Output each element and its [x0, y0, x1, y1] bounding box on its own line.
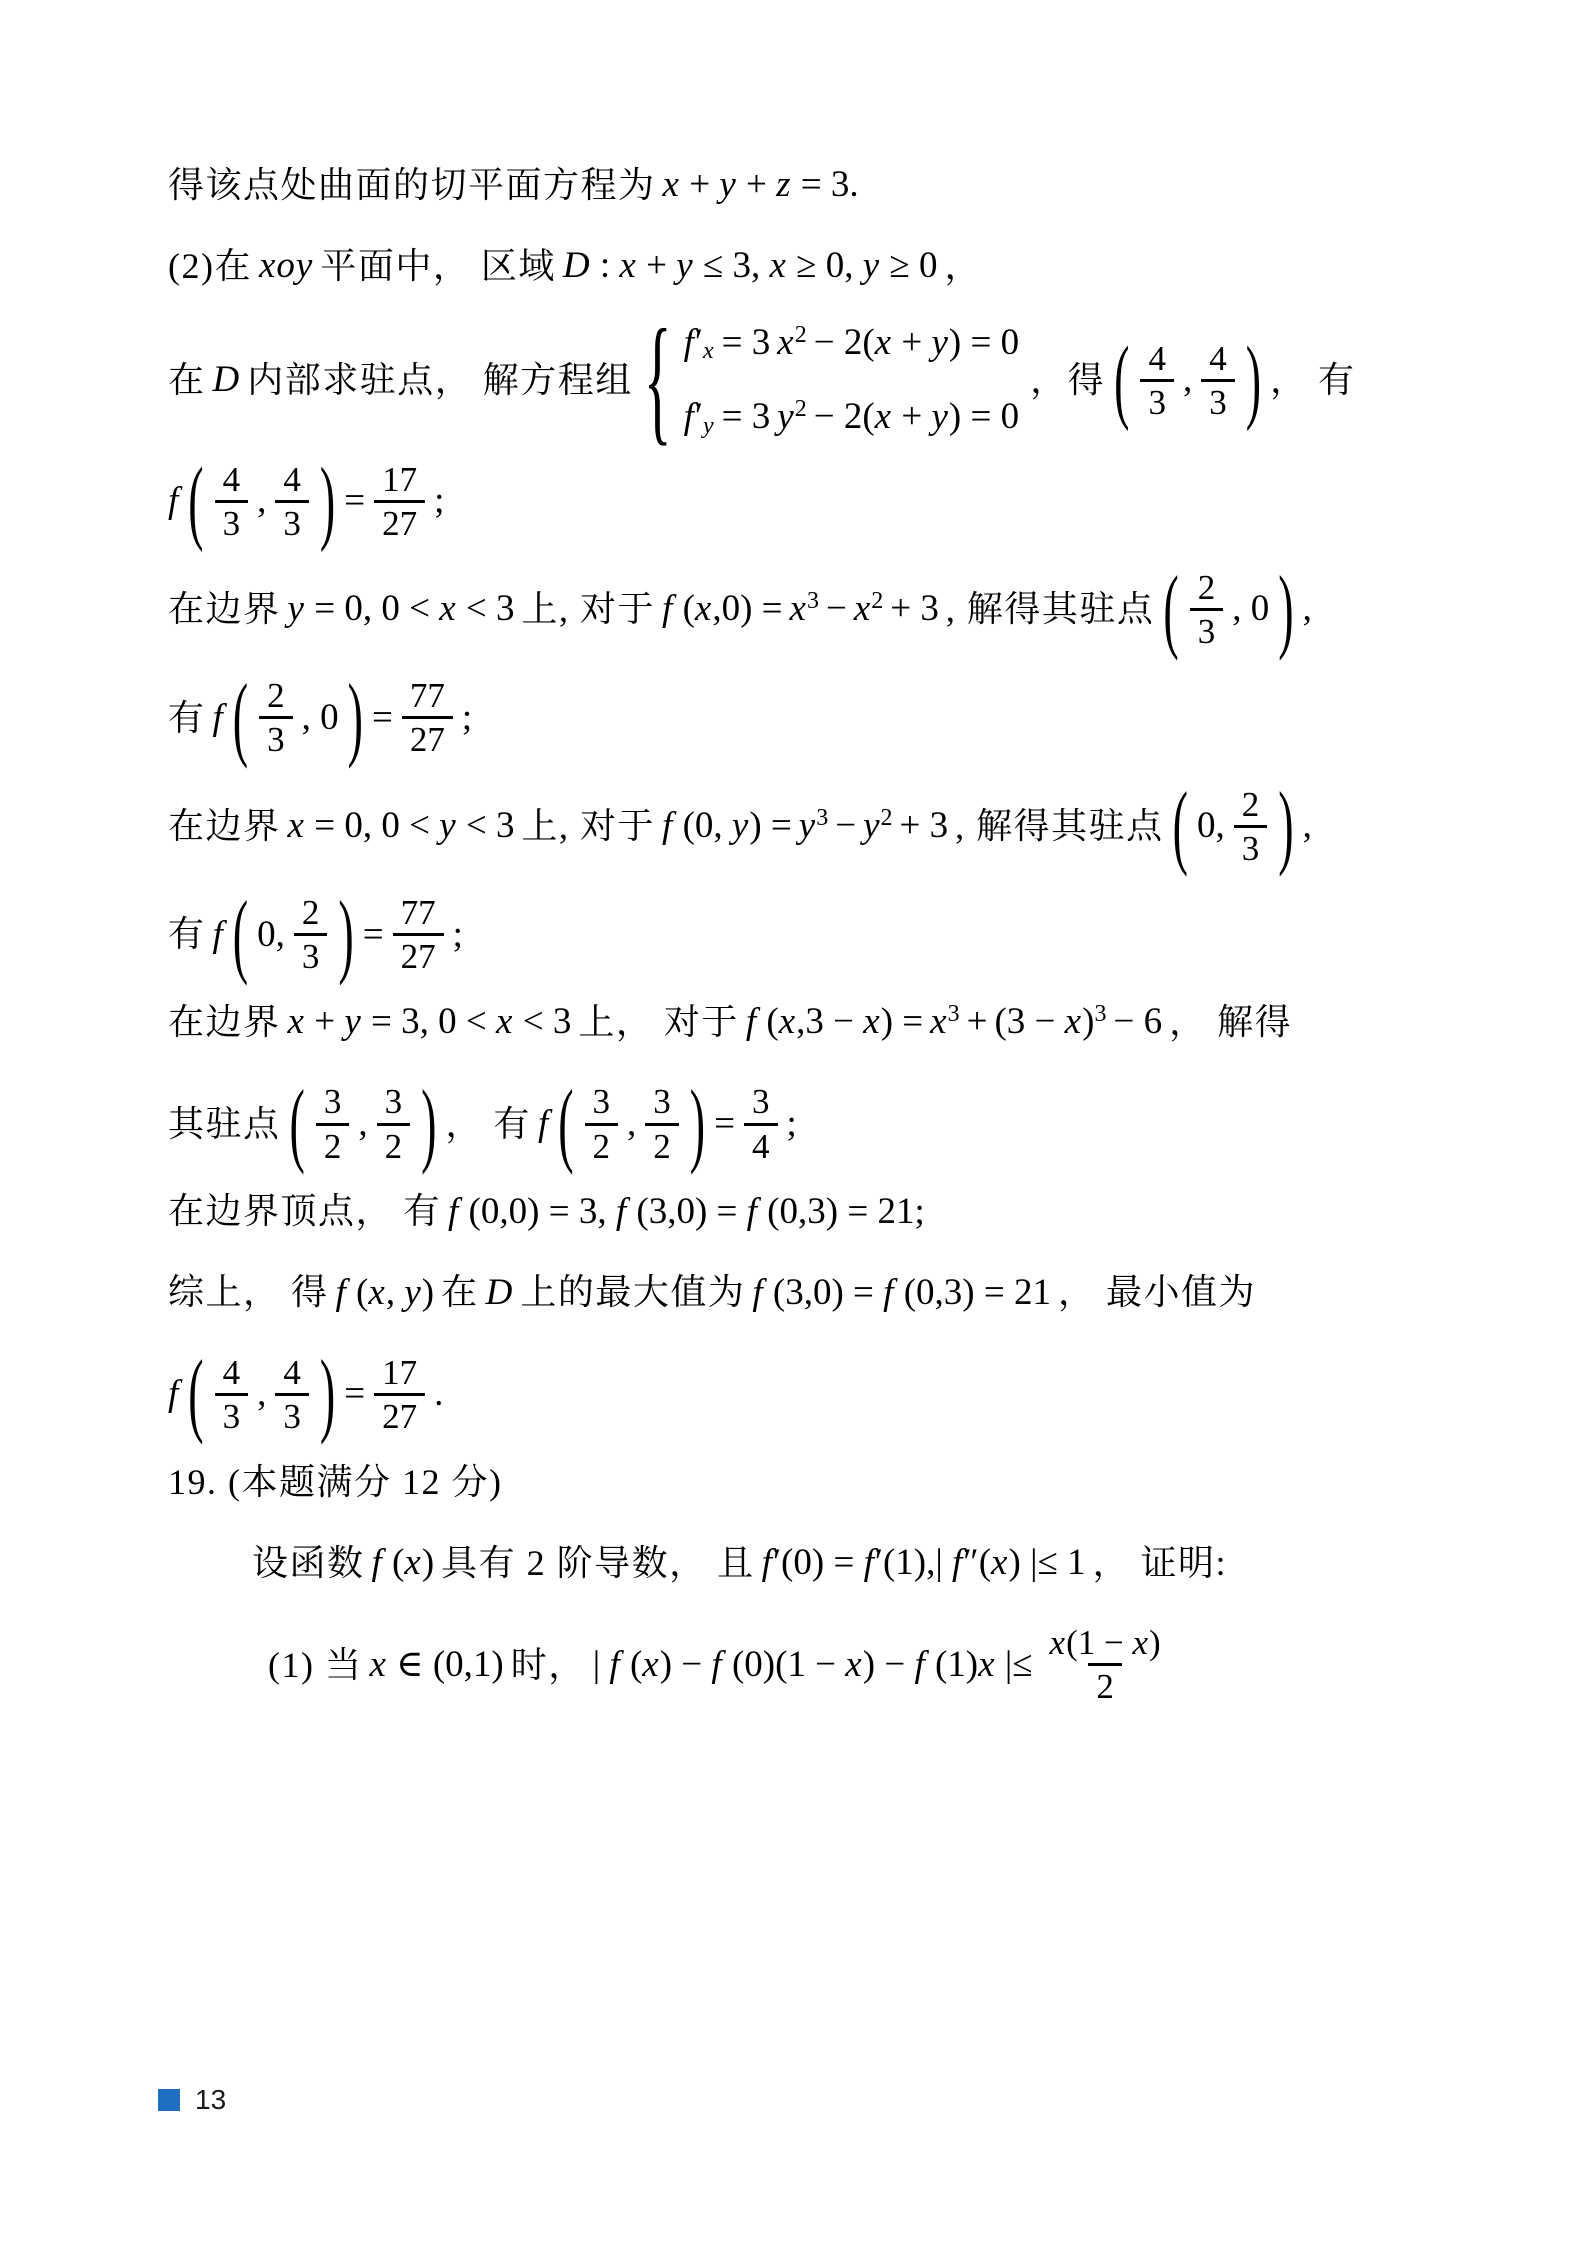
math-run: ; [452, 913, 463, 955]
fraction-numerator [1234, 784, 1268, 825]
math-run: , [1182, 359, 1193, 401]
fraction [585, 1081, 619, 1166]
math-run: f [168, 1373, 179, 1415]
line-boundary-vertices [168, 1185, 1478, 1239]
math-run: 27 [409, 720, 445, 760]
math-superscript [790, 586, 819, 632]
line-critical-point-diagonal [168, 1070, 1478, 1176]
text-run: 上, 对于 [521, 589, 656, 630]
line-part-1 [268, 1617, 1478, 1712]
math-run: + [966, 1001, 988, 1043]
line-problem-19-header [168, 1455, 1478, 1509]
page-footer [158, 2086, 226, 2114]
line-region-def [168, 239, 1478, 293]
line-tangent-plane [168, 158, 1478, 212]
big-paren-right: ) [1245, 326, 1262, 432]
math-run: f [168, 480, 179, 522]
math-run: x [789, 588, 806, 630]
math-run: y [702, 412, 714, 439]
equation-system [643, 299, 1020, 459]
fraction-numerator [393, 892, 444, 933]
math-run: x [702, 338, 714, 365]
math-run: , [1302, 588, 1312, 630]
big-paren-left: ( [188, 447, 204, 553]
math-run: y = 0, 0 < x < 3 [287, 588, 515, 630]
math-run: 4 [283, 459, 301, 499]
fraction-denominator [645, 1123, 679, 1167]
math-run: = 3 [721, 322, 771, 363]
math-run: (3 − x) [994, 1001, 1095, 1043]
math-run: = [344, 1373, 366, 1415]
fraction-denominator [1234, 825, 1268, 869]
math-run: 3 [222, 503, 241, 543]
big-paren-left: ( [289, 1070, 305, 1176]
text-run: (2)在 [168, 245, 252, 286]
math-run: 3 [1148, 382, 1166, 422]
math-run: f (x,0) = [662, 588, 783, 630]
fraction-numerator [374, 1352, 425, 1393]
math-run: 3 [1241, 828, 1260, 868]
math-run: + 3 [890, 588, 939, 630]
math-run: f′(0) = f′(1),| f″(x) |≤ 1 [761, 1542, 1086, 1583]
fraction [374, 1352, 425, 1437]
fraction-numerator [294, 892, 328, 933]
text-run: 有 [168, 914, 206, 955]
math-run: 77 [409, 676, 445, 716]
page-number: 13 [195, 2084, 227, 2115]
math-run: = [714, 1102, 735, 1144]
fraction-denominator [215, 500, 249, 544]
math-superscript [777, 394, 806, 440]
math-superscript [930, 999, 959, 1045]
math-run: + 3 [899, 805, 949, 847]
big-paren-right: ) [319, 447, 336, 553]
math-run: − 2(x + y) = 0 [813, 322, 1020, 363]
math-run: f [537, 1102, 549, 1144]
fraction-numerator [744, 1081, 778, 1122]
math-run: 3 [752, 1082, 770, 1122]
fraction [744, 1081, 778, 1166]
math-run: ; [786, 1102, 797, 1144]
math-run: 2 [880, 805, 893, 832]
fraction-numerator [374, 459, 425, 500]
text-run: 上的最大值为 [520, 1272, 746, 1313]
line-f-value-y0 [168, 664, 1478, 770]
math-subscript [684, 320, 715, 366]
fraction-numerator [1140, 338, 1174, 379]
line-f-value-interior [168, 447, 1478, 553]
math-run: = [344, 480, 366, 522]
math-superscript [799, 803, 828, 849]
fraction-denominator [1201, 379, 1235, 423]
text-run: 在 [441, 1272, 479, 1313]
math-run: 2 [267, 676, 285, 716]
big-paren-left: ( [558, 1070, 574, 1176]
fraction-numerator [645, 1081, 679, 1122]
equation-row [684, 394, 1020, 440]
fraction-denominator [275, 500, 309, 544]
fraction [215, 1352, 249, 1437]
math-run: 2 [323, 1126, 342, 1166]
math-run: 27 [382, 1396, 418, 1436]
fraction [294, 892, 328, 977]
math-run: x [853, 588, 871, 630]
text-run: ， 有 [445, 1103, 531, 1144]
fraction [1190, 567, 1224, 652]
math-run: , [257, 480, 267, 522]
fraction-numerator [1201, 338, 1235, 379]
math-run: 4 [283, 1352, 301, 1392]
math-run: xoy [258, 244, 313, 286]
math-run: D [485, 1271, 513, 1313]
math-run: , [1302, 805, 1312, 847]
fraction-denominator [294, 933, 328, 977]
text-run: ， 有 [1270, 359, 1356, 400]
fraction-denominator [585, 1123, 619, 1167]
text-run: 在边界 [168, 1002, 281, 1043]
math-run: − 2(x + y) = 0 [813, 396, 1020, 438]
math-run: 4 [1209, 338, 1227, 378]
fraction-numerator [275, 459, 309, 500]
fraction [259, 675, 293, 760]
math-run: | f (x) − f (0)(1 − x) − f (1)x |≤ [592, 1643, 1033, 1685]
text-run: 19. (本题满分 12 分) [168, 1461, 503, 1502]
fraction-denominator [1190, 608, 1224, 652]
math-run: 3 [653, 1082, 671, 1122]
fraction [1201, 338, 1235, 423]
math-run: D : x + y ≤ 3, x ≥ 0, y ≥ 0 [562, 244, 938, 286]
fraction-numerator [215, 1352, 249, 1393]
fraction-denominator [215, 1393, 249, 1437]
math-run: = [362, 913, 384, 955]
big-paren-right: ) [1278, 556, 1294, 661]
math-run: f [212, 696, 223, 738]
math-run: f′ [683, 322, 703, 363]
math-run: 3 [283, 503, 301, 543]
math-run: D [212, 359, 240, 401]
big-paren-left: ( [232, 664, 249, 770]
math-run: 3 [1094, 1001, 1107, 1028]
math-run: x(1 − x) [1049, 1623, 1161, 1663]
fraction-numerator [259, 675, 293, 716]
fraction [1042, 1622, 1169, 1707]
math-run: y [798, 805, 816, 847]
math-run: 0, [257, 913, 285, 955]
text-run: 综上， 得 [168, 1272, 329, 1313]
text-run: (1) 当 [268, 1644, 363, 1685]
math-run: , 0 [301, 696, 339, 738]
fraction-numerator [585, 1081, 619, 1122]
fraction [393, 892, 444, 977]
math-run: f [212, 913, 223, 955]
fraction-numerator [275, 1352, 309, 1393]
math-run: 3 [806, 588, 819, 615]
math-run: 3 [301, 937, 320, 977]
fraction [1140, 338, 1174, 423]
line-min-value [168, 1341, 1478, 1446]
math-run: x [930, 1001, 947, 1043]
text-run: ， [944, 245, 982, 286]
math-run: 2 [794, 322, 807, 348]
text-run: 在 [168, 359, 206, 400]
math-run: ; [434, 480, 445, 522]
equation-rows [684, 320, 1020, 441]
line-boundary-xy3 [168, 995, 1478, 1049]
math-run: 3 [283, 1396, 301, 1436]
math-run: 3 [947, 1001, 960, 1028]
text-run: 设函数 [252, 1542, 365, 1583]
text-run: ， 证明: [1092, 1542, 1228, 1583]
equation-row [684, 320, 1020, 366]
math-run: x [777, 322, 794, 363]
math-superscript [777, 320, 806, 366]
line-summary [168, 1266, 1478, 1320]
fraction [377, 1081, 411, 1166]
math-run: − [835, 805, 857, 847]
fraction-denominator [374, 1393, 425, 1437]
text-run: 得该点处曲面的切平面方程为 [168, 164, 656, 205]
fraction-numerator [1042, 1622, 1169, 1663]
fraction-numerator [316, 1081, 350, 1122]
math-run: x = 0, 0 < y < 3 [287, 805, 515, 847]
math-run: 2 [871, 588, 884, 615]
text-run: 在边界顶点， 有 [168, 1191, 442, 1232]
math-run: 27 [400, 937, 436, 977]
math-run: = [371, 696, 393, 738]
math-run: 3 [323, 1082, 342, 1122]
fraction [1234, 784, 1268, 869]
math-run: 3 [1197, 612, 1216, 652]
math-run: 4 [222, 1352, 241, 1392]
text-run: 在边界 [168, 806, 281, 847]
page-marker-icon [158, 2089, 180, 2111]
math-run: x + y + z = 3. [662, 163, 859, 205]
fraction [215, 459, 249, 544]
text-run: 有 [168, 697, 206, 738]
math-run: 2 [794, 396, 807, 423]
line-boundary-y0 [168, 556, 1478, 661]
big-paren-right: ) [347, 664, 363, 770]
fraction [275, 1352, 309, 1437]
math-run: . [434, 1373, 444, 1415]
text-run: 内部求驻点， 解方程组 [247, 359, 633, 400]
math-run: 2 [301, 893, 320, 932]
math-run: f (x, y) [335, 1271, 435, 1313]
math-run: x ∈ (0,1) [369, 1643, 504, 1685]
fraction-denominator [377, 1123, 411, 1167]
line-interior-critical-point [168, 299, 1478, 459]
math-run: , [627, 1102, 637, 1144]
text-run: 其驻点 [168, 1103, 281, 1144]
fraction [374, 459, 425, 544]
big-paren-left: ( [1163, 556, 1179, 661]
text-run: 上， 对于 [578, 1002, 739, 1043]
math-run: 3 [1209, 382, 1227, 422]
line-boundary-x0 [168, 773, 1478, 878]
text-run: ， 解得 [1169, 1002, 1293, 1043]
math-run: y [777, 396, 794, 438]
math-run: ; [461, 696, 473, 738]
text-run: 平面中， 区域 [320, 245, 556, 286]
text-run: 在边界 [168, 589, 281, 630]
fraction [645, 1081, 679, 1166]
math-run: 3 [267, 720, 285, 760]
text-run: , 解得其驻点 [955, 806, 1164, 847]
math-run: 3 [816, 805, 829, 832]
text-run: 时， [510, 1644, 586, 1685]
math-run: 3 [592, 1082, 611, 1122]
fraction-numerator [1190, 567, 1224, 608]
big-paren-left: ( [1172, 773, 1188, 878]
fraction-denominator [259, 716, 293, 760]
big-paren-right: ) [421, 1070, 437, 1176]
math-run: , [358, 1102, 368, 1144]
math-superscript [863, 803, 892, 849]
fraction-numerator [402, 675, 453, 716]
math-run: = 3 [721, 396, 771, 438]
line-f-value-x0 [168, 881, 1478, 986]
math-run: 2 [1197, 567, 1216, 607]
brace-icon: { [643, 299, 672, 459]
math-run: f (0,0) = 3, f (3,0) = f (0,3) = 21; [448, 1190, 925, 1232]
document-content [168, 158, 1478, 1726]
math-run: 17 [382, 459, 418, 499]
fraction [275, 459, 309, 544]
text-run: 具有 2 阶导数， 且 [441, 1542, 755, 1583]
text-run: 上, 对于 [521, 806, 656, 847]
math-run: y [863, 805, 880, 847]
math-run: − [825, 588, 847, 630]
big-paren-left: ( [188, 1341, 204, 1446]
math-run: , [257, 1373, 267, 1415]
fraction-denominator [275, 1393, 309, 1437]
big-paren-left: ( [232, 881, 249, 986]
math-run: 4 [222, 459, 241, 499]
big-paren-right: ) [319, 1341, 336, 1446]
math-run: f (x) [371, 1542, 435, 1583]
math-run: 2 [592, 1126, 611, 1166]
math-run: f (x,3 − x) = [745, 1001, 924, 1043]
math-run: f (3,0) = f (0,3) = 21 [752, 1271, 1051, 1313]
math-run: 2 [384, 1126, 403, 1166]
math-run: 3 [384, 1082, 403, 1122]
big-paren-right: ) [338, 881, 354, 986]
math-run: 2 [1096, 1667, 1114, 1707]
text-run: ， 最小值为 [1057, 1272, 1256, 1313]
fraction-denominator [1088, 1663, 1122, 1707]
fraction-denominator [316, 1123, 350, 1167]
fraction-denominator [744, 1123, 778, 1167]
math-run: 0, [1197, 805, 1225, 847]
math-run: 3 [222, 1396, 241, 1436]
math-run: − 6 [1113, 1001, 1163, 1043]
fraction-numerator [377, 1081, 411, 1122]
math-run: 2 [653, 1126, 671, 1166]
fraction-numerator [215, 459, 249, 500]
math-superscript [994, 999, 1106, 1045]
text-run: , 解得其驻点 [945, 589, 1155, 630]
math-run: , 0 [1232, 588, 1270, 630]
fraction-denominator [393, 933, 444, 977]
text-run: ，得 [1030, 359, 1106, 400]
math-run: x + y = 3, 0 < x < 3 [287, 1001, 572, 1043]
math-run: f′ [683, 396, 703, 438]
math-run: 2 [1241, 784, 1260, 824]
fraction-denominator [402, 716, 453, 760]
math-subscript [684, 394, 715, 440]
math-run: 4 [752, 1126, 770, 1166]
math-run: 77 [400, 893, 436, 932]
line-problem-19-statement [252, 1536, 1478, 1590]
math-run: 4 [1148, 338, 1166, 378]
fraction [402, 675, 453, 760]
fraction-denominator [374, 500, 425, 544]
fraction [316, 1081, 350, 1166]
math-superscript [854, 586, 883, 632]
math-run: 17 [382, 1352, 418, 1392]
big-paren-right: ) [1278, 773, 1294, 878]
fraction-denominator [1140, 379, 1174, 423]
big-paren-right: ) [689, 1070, 706, 1176]
math-run: f (0, y) = [662, 805, 792, 847]
big-paren-left: ( [1114, 326, 1130, 432]
math-run: 27 [382, 503, 418, 543]
